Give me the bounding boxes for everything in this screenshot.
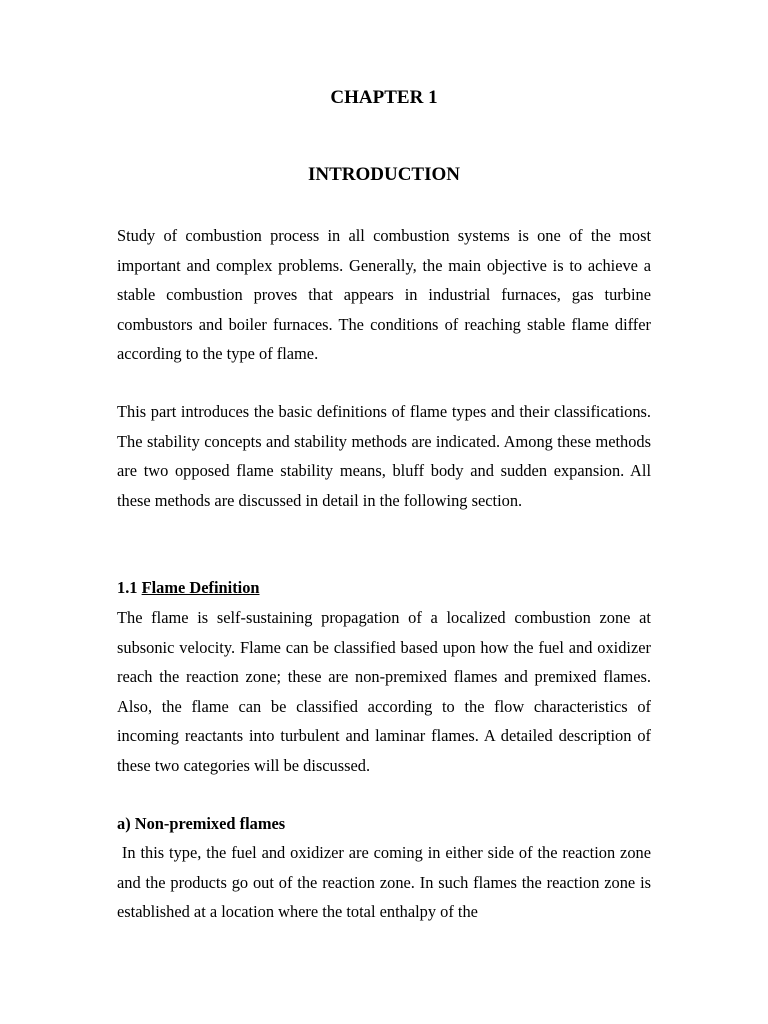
section-heading — [117, 576, 651, 600]
intro-paragraph-1: Study of combustion process in all combustion systems is one of the most important and complex problems. Generally, the main objective is to achieve a stable combustion proves that appears in industrial furnaces, gas turbine combustors and boiler furnaces. The conditions of reaching stable flame differ according to the type of flame. — [117, 226, 651, 363]
subsection-paragraph: In this type, the fuel and oxidizer are coming in either side of the reaction zone and the products go out of the reaction zone. In such flames the reaction zone is established at a location where the total enthalpy of the — [117, 843, 651, 921]
chapter-label: CHAPTER 1 — [330, 87, 438, 108]
chapter-title: INTRODUCTION — [307, 164, 461, 185]
intro-paragraph-2: This part introduces the basic definitions of flame types and their classifications. The stability concepts and stability methods are indicated. Among these methods are two opposed flame stability means, bluff body and sudden expansion. All these methods are discussed in detail in the following section. — [117, 402, 651, 510]
section-number: 1.1 — [117, 578, 138, 597]
section-title: Flame Definition — [141, 578, 260, 597]
section-paragraph: The flame is self-sustaining propagation of a localized combustion zone at subsonic velocity. Flame can be classified based upon how the fuel and oxidizer reach the reaction zone; these are non-premixed flames and premixed flames. Also, the flame can be classified according to the flow characteristics of incoming reactants into turbulent and laminar flames. A detailed description of these two categories will be discussed. — [117, 608, 651, 775]
subsection-heading: a) Non-premixed flames — [117, 814, 286, 833]
